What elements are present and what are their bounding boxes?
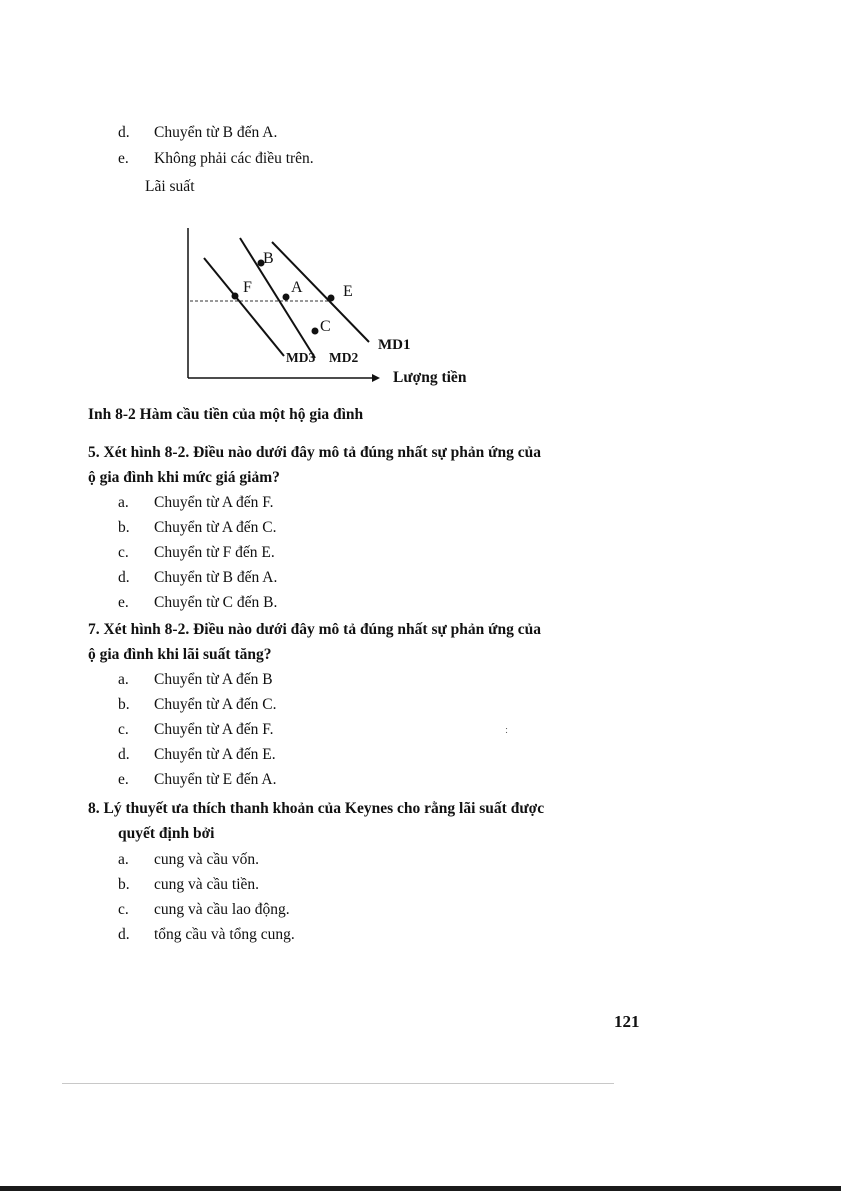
point-label-b: B (263, 250, 274, 267)
option-text: Chuyển từ A đến B (154, 671, 273, 688)
money-demand-figure (160, 200, 500, 392)
option-text: Chuyển từ F đến E. (154, 544, 275, 561)
scan-edge-bar (0, 1186, 841, 1191)
option-text: Chuyển từ B đến A. (154, 124, 278, 141)
curve-label-md3: MD3 (286, 350, 316, 365)
point-c (312, 328, 319, 335)
curve-md3 (204, 258, 284, 356)
point-label-c: C (320, 318, 331, 335)
y-axis-label: Lãi suất (145, 178, 195, 195)
prev-option-d (118, 123, 277, 143)
q7-option-b (118, 695, 277, 715)
q8-option-c (118, 900, 290, 920)
curve-label-md1: MD1 (378, 337, 411, 353)
q7-option-d (118, 745, 276, 765)
option-text: Chuyển từ E đến A. (154, 771, 277, 788)
q6-option-a (118, 493, 274, 513)
stray-mark: ː (505, 724, 509, 736)
option-text: tổng cầu và tổng cung. (154, 926, 295, 943)
option-label: d. (118, 124, 130, 141)
q8-option-a (118, 850, 259, 870)
q6-stem-line1: 5. Xét hình 8-2. Điều nào dưới đây mô tả đúng nhất sự phản ứng của (88, 444, 541, 461)
page-number: 121 (614, 1012, 640, 1031)
q6-option-e (118, 593, 277, 613)
option-text: Không phải các điều trên. (154, 150, 314, 167)
option-label: e. (118, 594, 129, 611)
option-label: e. (118, 150, 129, 167)
q6-stem-line2: ộ gia đình khi mức giá giảm? (88, 469, 280, 486)
option-label: c. (118, 721, 129, 738)
q7-option-c (118, 720, 274, 740)
option-label: d. (118, 746, 130, 763)
x-axis-arrow-icon (372, 374, 380, 382)
x-axis-label: Lượng tiền (393, 369, 467, 386)
option-text: cung và cầu tiền. (154, 876, 260, 893)
q8-option-b (118, 875, 259, 895)
option-label: c. (118, 544, 129, 561)
option-text: Chuyển từ A đến C. (154, 696, 277, 713)
point-label-f: F (243, 279, 252, 296)
q6-option-d (118, 568, 277, 588)
point-label-a: A (291, 279, 303, 296)
option-text: Chuyển từ B đến A. (154, 569, 278, 586)
prev-option-e (118, 149, 314, 169)
q8-stem-line1: 8. Lý thuyết ưa thích thanh khoản của Keynes cho rằng lãi suất được (88, 800, 545, 817)
q7-option-a (118, 670, 273, 690)
curve-md2 (240, 238, 315, 358)
point-a (283, 294, 290, 301)
option-text: Chuyển từ A đến F. (154, 721, 274, 738)
q7-option-e (118, 770, 277, 790)
option-label: a. (118, 671, 129, 688)
q8-stem-line2: quyết định bởi (118, 825, 215, 842)
option-text: Chuyển từ C đến B. (154, 594, 278, 611)
option-text: cung và cầu vốn. (154, 851, 260, 868)
q7-stem-line2: ộ gia đình khi lãi suất tăng? (88, 646, 272, 663)
option-label: d. (118, 926, 130, 943)
q8-option-d (118, 925, 295, 945)
q7-stem-line1: 7. Xét hình 8-2. Điều nào dưới đây mô tả đúng nhất sự phản ứng của (88, 621, 541, 638)
option-label: b. (118, 519, 130, 536)
footer-divider (62, 1083, 614, 1084)
option-text: Chuyển từ A đến F. (154, 494, 274, 511)
option-label: a. (118, 851, 129, 868)
option-label: b. (118, 696, 130, 713)
option-text: Chuyển từ A đến C. (154, 519, 277, 536)
point-f (232, 293, 239, 300)
option-text: cung và cầu lao động. (154, 901, 290, 918)
point-label-e: E (343, 283, 353, 300)
option-label: a. (118, 494, 129, 511)
option-text: Chuyển từ A đến E. (154, 746, 276, 763)
q6-option-c (118, 543, 275, 563)
option-label: b. (118, 876, 130, 893)
figure-caption: Inh 8-2 Hàm cầu tiền của một hộ gia đình (88, 406, 364, 423)
option-label: d. (118, 569, 130, 586)
option-label: c. (118, 901, 129, 918)
curve-label-md2: MD2 (329, 350, 359, 365)
money-demand-diagram (160, 200, 500, 392)
q6-option-b (118, 518, 277, 538)
point-e (328, 295, 335, 302)
option-label: e. (118, 771, 129, 788)
